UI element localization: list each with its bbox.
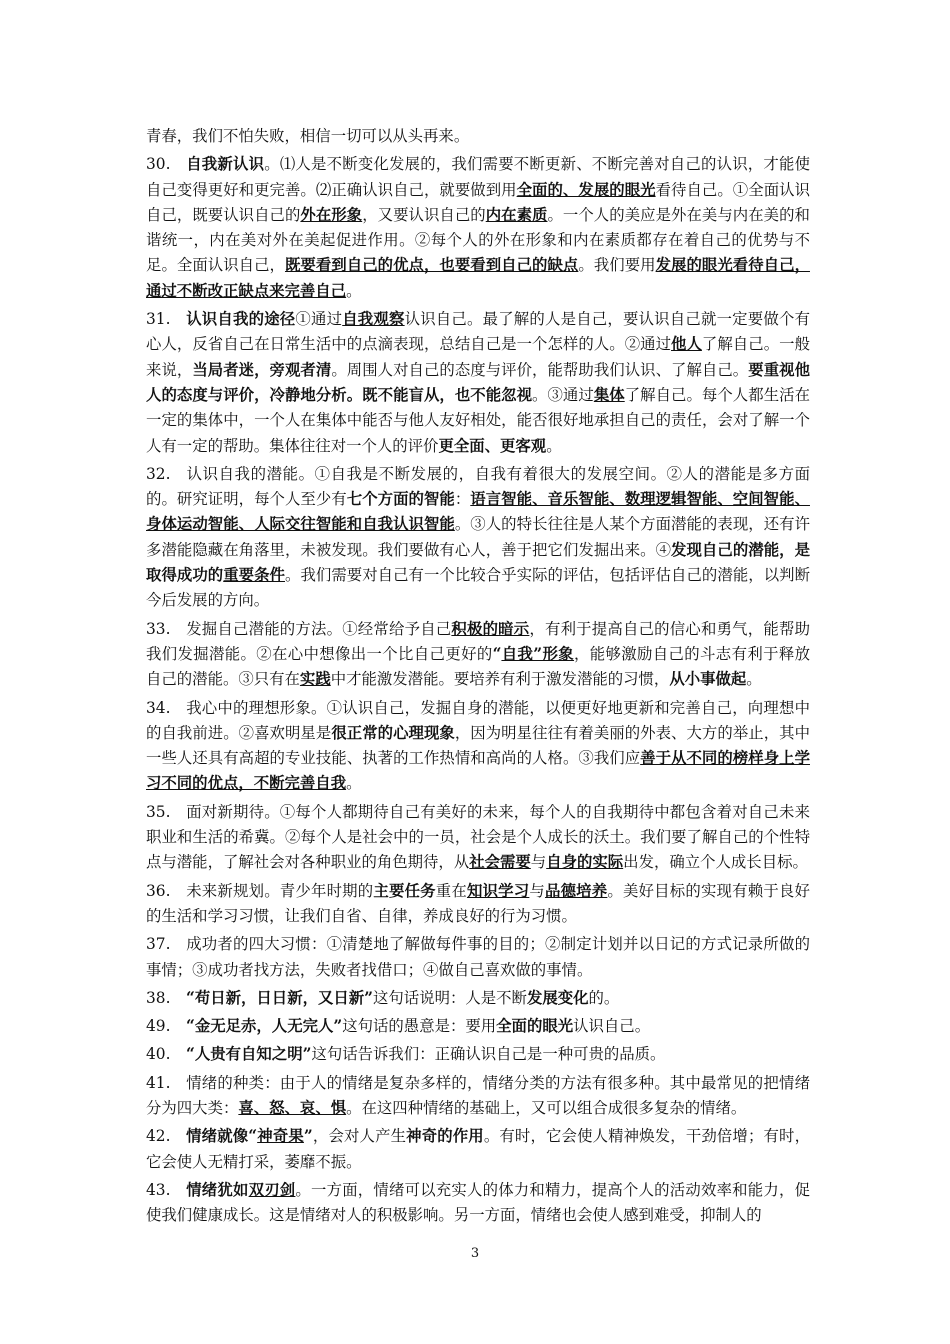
paragraph [146,617,810,693]
item-number: 43. [146,1180,171,1199]
bold-underlined-text: 品德培养 [544,881,608,900]
text-run: 未来新规划。青少年时期的 [186,881,374,900]
bold-text: 发展变化 [526,988,589,1007]
item-number: 37. [146,935,171,954]
bold-text: 自我新认识 [186,155,265,174]
text-run: 。我们要用 [578,256,656,275]
text-run: 。③人的特长往往是人某个方面潜能的表现，还有许多潜能隐藏在角落里，未被发现。我们要做有心人，善于把它们发掘出来。④ [146,515,810,559]
paragraph [146,986,810,1011]
bold-underlined-text: 知识学习 [466,881,530,900]
text-run: 。有时，它会使人精神焕发，干劲倍增；有时，它会使人无精打采，萎靡不振。 [146,1127,810,1171]
bold-text: 认识自我的途径 [186,310,296,329]
paragraph [146,696,810,797]
text-run: 认识自己。 [573,1017,651,1036]
bold-underlined-text: 既要看到自己的优点，也要看到自己的缺点 [284,256,579,275]
bold-underlined-text: 积极的暗示 [451,619,530,638]
item-number: 38. [146,988,171,1007]
paragraph [146,462,810,614]
item-number: 32. [146,464,171,483]
bold-text: 主要任务 [373,881,436,900]
bold-text: 从小事做起 [669,670,747,689]
bold-text: 要重视他人的态度与评价，冷静地分析。既不能盲从，也不能忽视 [146,360,810,404]
bold-underlined-text: 他人 [671,335,702,354]
text-run: 。在这四种情绪的基础上，又可以组合成很多复杂的情绪。 [346,1098,747,1117]
text-run: 面对新期待。①每个人都期待自己有美好的未来，每个人的自我期待中都包含着对自己未来职业和生活的希冀。②每个人是社会中的一员，社会是个人成长的沃土。我们要了解自己的个性特点与潜能，了解社会对各种职业的角色期待，从 [146,802,810,872]
text-run: 。 [346,281,362,300]
bold-text: “苟日新，日日新，又日新” [186,988,374,1007]
bold-underlined-text: 重要条件 [223,566,285,585]
item-number: 30. [146,155,171,174]
text-run: ，又要认识自己的 [362,205,486,224]
paragraph [146,1071,810,1122]
document-body [146,124,810,1231]
text-run: 成功者的四大习惯：①清楚地了解做每件事的目的；②制定计划并以日记的方式记录所做的事情；③成功者找方法，失败者找借口；④做自己喜欢做的事情。 [146,935,810,979]
text-run: ①通过 [295,310,343,329]
bold-underlined-text: 全面的、发展的眼光 [516,180,656,199]
item-number: 35. [146,802,171,821]
bold-text: “ [492,644,502,663]
bold-text: 当局者迷，旁观者清 [192,360,332,379]
bold-underlined-text: 神奇果 [257,1127,304,1146]
text-run: 与 [529,881,545,900]
text-run: 。 [546,436,562,455]
bold-text: 七个方面的智能 [346,490,455,509]
text-run: 。周围人对自己的态度与评价，能帮助我们认识、了解自己。 [331,360,749,379]
item-number: 34. [146,698,171,717]
bold-underlined-text: 善于从不同的榜样身上学习不同的优点，不断完善自我 [146,749,810,793]
text-run: ，会对人产生 [312,1127,407,1146]
bold-text: 神奇的作用 [406,1127,484,1146]
item-number: 49. [146,1017,171,1036]
bold-underlined-text: 喜、怒、哀、惧 [238,1098,347,1117]
text-run: ： [454,490,471,509]
paragraph [146,152,810,304]
bold-underlined-text: 自我观察 [342,310,405,329]
paragraph [146,1124,810,1175]
paragraph [146,1178,810,1229]
paragraph [146,1042,810,1067]
bold-underlined-text: 自身的实际 [546,853,624,872]
text-run: 看待自己。①全面认识自己，既要认识自己的 [146,180,810,224]
text-run: 。 [346,774,362,793]
item-number: 41. [146,1073,171,1092]
text-run: 了解自己。一般来说， [146,335,810,379]
text-run: 青春，我们不怕失败，相信一切可以从头再来。 [146,127,470,145]
text-run: 。一个人的美应是外在美与内在美的和谐统一，内在美对外在美起促进作用。②每个人的外在形象和内在素质都存在着自己的优势与不足。全面认识自己， [146,205,810,275]
item-number: 31. [146,310,171,329]
bold-text: 更全面、更客观 [438,436,547,455]
text-run: 我心中的理想形象。①认识自己，发掘自身的潜能，以便更好地更新和完善自己，向理想中的自我前进。②喜欢明星是 [146,698,810,742]
bold-text: “人贵有自知之明” [186,1045,312,1064]
text-run: 。⑴人是不断变化发展的，我们需要不断更新、不断完善对自己的认识，才能使自己变得更好和更完善。⑵正确认识自己，就要做到用 [146,155,810,199]
bold-underlined-text: 双刃剑 [248,1180,296,1199]
bold-text: 情绪就像“ [186,1127,258,1146]
text-run: 。美好目标的实现有赖于良好的生活和学习习惯，让我们自省、自律，养成良好的行为习惯。 [146,881,810,925]
bold-underlined-text: 自我”形象 [501,644,575,663]
text-run: ，有利于提高自己的信心和勇气，能帮助我们发掘潜能。②在心中想像出一个比自己更好的 [146,619,810,663]
bold-text: “金无足赤，人无完人” [186,1017,343,1036]
text-run: 。一方面，情绪可以充实人的体力和精力，提高个人的活动效率和能力，促使我们健康成长。这是情绪对人的积极影响。另一方面，情绪也会使人感到难受，抑制人的 [146,1180,810,1225]
bold-underlined-text: 集体 [593,385,625,404]
text-run: 的。 [588,988,620,1007]
text-run: 中才能激发潜能。要培养有利于激发潜能的习惯， [330,670,670,689]
text-run: 与 [530,853,547,872]
text-run: ，能够激励自己的斗志有利于释放自己的潜能。③只有在 [146,644,810,689]
text-run: 。 [746,670,762,689]
text-run: 出发，确立个人成长目标。 [623,853,808,872]
text-run: 。我们需要对自己有一个比较合乎实际的评估，包括评估自己的潜能，以判断今后发展的方向。 [146,566,810,610]
text-run: ，因为明星往往有着美丽的外表、大方的举止，其中一些人还具有高超的专业技能、执著的工作热情和高尚的人格。③我们应 [146,723,810,768]
paragraph [146,307,810,459]
bold-underlined-text: 社会需要 [469,853,531,872]
paragraph [146,800,810,876]
text-run: 情绪的种类：由于人的情绪是复杂多样的，情绪分类的方法有很多种。其中最常见的把情绪分为四大类： [146,1073,810,1117]
bold-text: 全面的眼光 [496,1017,574,1036]
bold-text: 发现自己的潜能，是取得成功的 [146,540,810,585]
text-run: 认识自我的潜能。①自我是不断发展的，自我有着很大的发展空间。②人的潜能是多方面的。研究证明，每个人至少有 [146,464,810,509]
text-run: 这句话说明：人是不断 [373,988,527,1007]
bold-text: 很正常的心理现象 [331,723,455,742]
text-run: 。③通过 [532,385,594,404]
text-run: 这句话的愚意是：要用 [342,1017,497,1036]
item-number: 36. [146,881,171,900]
paragraph [146,1014,810,1039]
bold-underlined-text: 外在形象 [300,205,363,224]
item-number: 40. [146,1045,171,1064]
text-run: 这句话告诉我们：正确认识自己是一种可贵的品质。 [311,1045,666,1064]
item-number: 33. [146,619,171,638]
bold-text: ” [303,1127,313,1146]
bold-underlined-text: 发展的眼光看待自己，通过不断改正缺点来完善自己 [146,256,810,300]
paragraph [146,124,810,149]
bold-underlined-text: 实践 [299,670,331,689]
text-run: 发掘自己潜能的方法。①经常给予自己 [186,619,452,638]
item-number: 42. [146,1127,171,1146]
paragraph [146,879,810,930]
paragraph [146,932,810,983]
page-number: 3 [470,1246,480,1261]
text-run: 了解自己。每个人都生活在一定的集体中，一个人在集体中能否与他人友好相处，能否很好地承担自己的责任，会对了解一个人有一定的帮助。集体往往对一个人的评价 [146,385,810,455]
bold-underlined-text: 内在素质 [485,205,548,224]
text-run: 重在 [435,881,467,900]
text-run: 认识自己。最了解的人是自己，要认识自己就一定要做个有心人，反省自己在日常生活中的点滴表现，总结自己是一个怎样的人。②通过 [146,310,810,354]
bold-text: 情绪犹如 [186,1180,249,1199]
bold-underlined-text: 语言智能、音乐智能、数理逻辑智能、空间智能、身体运动智能、人际交往智能和自我认识智能 [146,490,810,534]
